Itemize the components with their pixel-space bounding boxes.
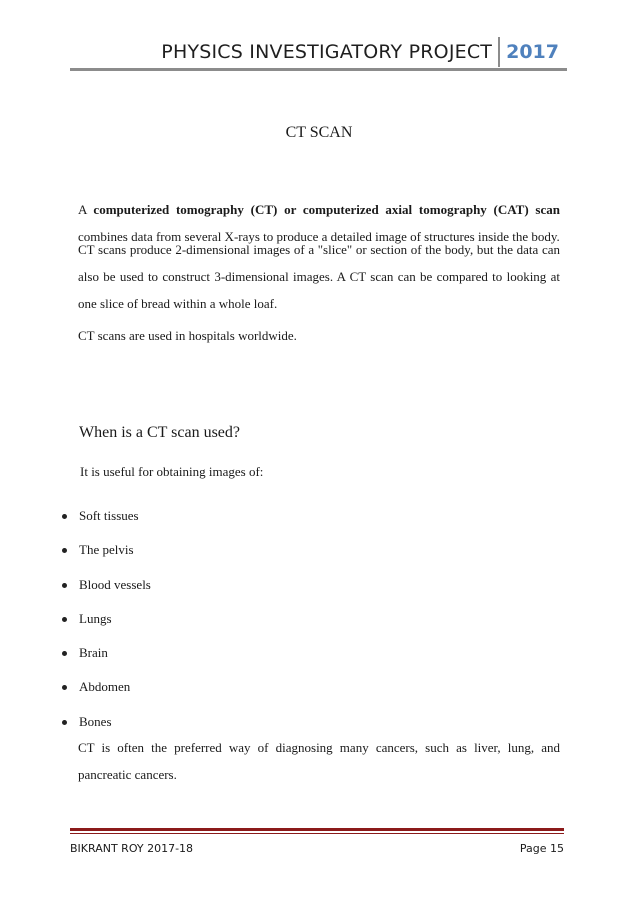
bullet-list — [62, 506, 151, 746]
section-heading: When is a CT scan used? — [79, 424, 240, 441]
list-item-label: The pelvis — [79, 542, 134, 558]
header-title: PHYSICS INVESTIGATORY PROJECT — [161, 41, 493, 63]
bullet-icon — [62, 685, 67, 690]
bullet-icon — [62, 514, 67, 519]
list-item — [62, 506, 151, 540]
footer-row — [70, 842, 564, 855]
footer-page-number: Page 15 — [519, 842, 564, 855]
list-item — [62, 540, 151, 574]
list-item — [62, 609, 151, 643]
list-item-label: Brain — [79, 645, 108, 661]
list-item-label: Blood vessels — [79, 576, 151, 592]
list-item-label: Abdomen — [79, 679, 131, 695]
paragraph-definition-rest: combines data from several X-rays to produce a detailed image of structures inside the body. — [78, 229, 560, 244]
section-intro: It is useful for obtaining images of: — [80, 464, 264, 479]
bullet-icon — [62, 651, 67, 656]
header-year: 2017 — [506, 41, 559, 63]
paragraph-closing: CT is often the preferred way of diagnosing many cancers, such as liver, lung, and pancreatic cancers. — [78, 740, 560, 782]
bullet-icon — [62, 720, 67, 725]
paragraph-definition-prefix: A — [78, 202, 94, 217]
footer-rule — [70, 828, 564, 831]
list-item-label: Lungs — [79, 610, 112, 626]
header-separator — [498, 37, 500, 67]
list-item-label: Soft tissues — [79, 508, 139, 523]
bullet-icon — [62, 548, 67, 553]
paragraph-slices: CT scans produce 2-dimensional images of a "slice" or section of the body, but the data can also be used to construct 3-dimensional images. A CT scan can be compared to looking at one slice of bread within a whole loaf. — [78, 242, 560, 311]
bullet-icon — [62, 583, 67, 588]
paragraph-definition-bold: computerized tomography (CT) or computerized axial tomography (CAT) scan — [93, 202, 560, 217]
list-item-label: Bones — [79, 713, 112, 729]
list-item — [62, 575, 151, 609]
page-footer — [70, 828, 564, 855]
list-item — [62, 677, 151, 711]
paragraph-usage: CT scans are used in hospitals worldwide. — [78, 328, 297, 343]
page-header — [70, 36, 567, 71]
page-title: CT SCAN — [285, 124, 353, 141]
bullet-icon — [62, 617, 67, 622]
list-item — [62, 643, 151, 677]
footer-author: BIKRANT ROY 2017-18 — [70, 842, 194, 855]
footer-rule-thin — [70, 833, 564, 834]
